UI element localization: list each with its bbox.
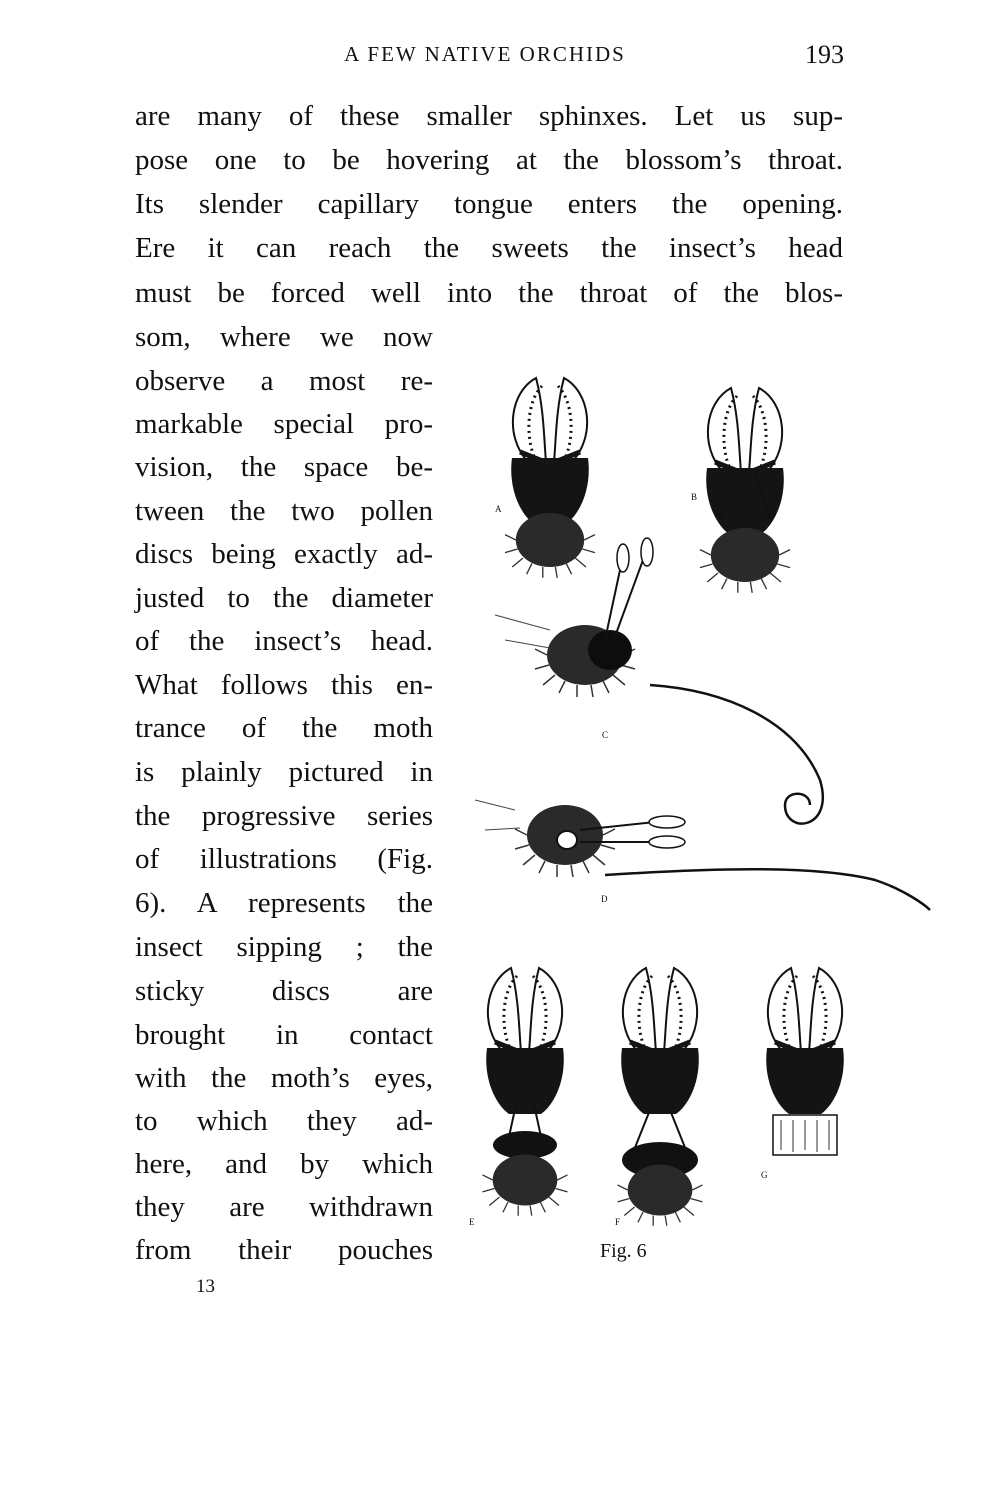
figure-label-c: C	[602, 730, 609, 740]
illustration-c	[495, 538, 823, 824]
text-line: here, and by which	[135, 1148, 433, 1180]
page-number: 193	[805, 40, 844, 69]
text-line: with the moth’s eyes,	[135, 1062, 433, 1094]
figure-label-f: F	[615, 1217, 621, 1227]
illustration-f	[618, 968, 703, 1226]
figure-label-b: B	[691, 492, 698, 502]
figure-label-a: A	[495, 504, 502, 514]
text-line: Its slender capillary tongue enters the opening.	[135, 188, 843, 220]
text-line: the progressive series	[135, 800, 433, 832]
illustration-a	[505, 378, 595, 578]
text-line: 6). A represents the	[135, 887, 433, 919]
illustration-e	[483, 968, 568, 1216]
text-line: must be forced well into the throat of the blos-	[135, 277, 843, 309]
text-line: are many of these smaller sphinxes. Let us sup-	[135, 100, 843, 132]
running-title: A FEW NATIVE ORCHIDS	[344, 42, 626, 66]
text-line: vision, the space be-	[135, 451, 433, 483]
signature-mark: 13	[196, 1276, 215, 1297]
text-line: discs being exactly ad-	[135, 538, 433, 570]
text-line: to which they ad-	[135, 1105, 433, 1137]
text-line: of illustrations (Fig.	[135, 843, 433, 875]
illustration-b	[700, 388, 790, 593]
illustration-g	[766, 968, 844, 1155]
text-line: sticky discs are	[135, 975, 433, 1007]
text-line: tween the two pollen	[135, 495, 433, 527]
text-line: insect sipping ; the	[135, 931, 433, 963]
figure-caption: Fig. 6	[600, 1240, 647, 1262]
text-line: from their pouches	[135, 1234, 433, 1266]
text-line: trance of the moth	[135, 712, 433, 744]
text-line: brought in contact	[135, 1019, 433, 1051]
text-line: observe a most re-	[135, 365, 433, 397]
figure-label-e: E	[469, 1217, 475, 1227]
text-line: is plainly pictured in	[135, 756, 433, 788]
text-line: What follows this en-	[135, 669, 433, 701]
text-line: pose one to be hovering at the blossom’s throat.	[135, 144, 843, 176]
figure-label-g: G	[761, 1170, 768, 1180]
text-line: justed to the diameter	[135, 582, 433, 614]
illustration-d	[475, 800, 930, 910]
text-line: they are withdrawn	[135, 1191, 433, 1223]
figure-label-d: D	[601, 894, 608, 904]
text-line: of the insect’s head.	[135, 625, 433, 657]
running-head	[0, 42, 1000, 72]
orchid-moth-figure	[455, 330, 945, 1260]
text-line: som, where we now	[135, 321, 433, 353]
text-line: markable special pro-	[135, 408, 433, 440]
text-line: Ere it can reach the sweets the insect’s head	[135, 232, 843, 264]
